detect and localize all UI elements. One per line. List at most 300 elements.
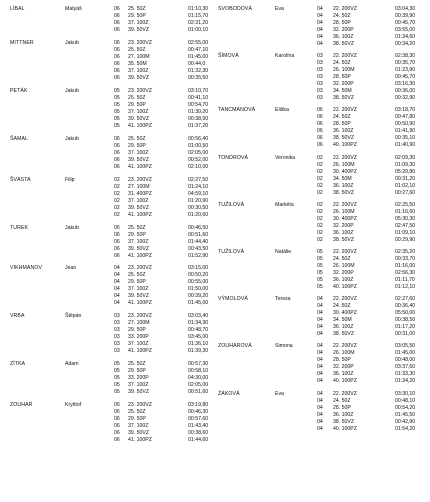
swimmer-surname: ŠVÁSTA bbox=[10, 176, 31, 183]
age-category: 06 bbox=[114, 409, 120, 416]
age-category: 02 bbox=[317, 154, 323, 161]
event-name: 39. 50VZ bbox=[128, 389, 150, 396]
age-category: 05 bbox=[317, 270, 323, 276]
event-name: 40. 100PZ bbox=[333, 284, 357, 290]
age-category: 03 bbox=[114, 334, 120, 341]
age-category: 03 bbox=[114, 327, 120, 334]
age-category: 05 bbox=[114, 361, 120, 368]
swimmer-first-name: Eliška bbox=[275, 107, 289, 114]
event-name: 37. 100Z bbox=[128, 238, 149, 245]
age-category: 05 bbox=[317, 263, 323, 269]
entry-time: 00:58,10 bbox=[188, 368, 209, 375]
entry-time: 01:10,30 bbox=[188, 6, 209, 12]
entry-time: 03:19,80 bbox=[188, 402, 209, 409]
event-name: 29. 50P bbox=[128, 101, 146, 108]
entry-time: 00:35,10 bbox=[395, 135, 416, 142]
age-category: 05 bbox=[114, 389, 120, 396]
age-category: 03 bbox=[317, 67, 323, 74]
entry-time: 01:15,70 bbox=[188, 13, 209, 19]
entry-time: 00:50,20 bbox=[188, 272, 209, 279]
event-name: 41. 100PZ bbox=[128, 122, 152, 129]
entry-time: 00:33,70 bbox=[395, 256, 416, 262]
swimmer-first-name: Eva bbox=[275, 390, 284, 397]
swimmer-first-name: Eva bbox=[275, 6, 284, 12]
age-category: 03 bbox=[317, 60, 323, 67]
swimmer-surname: ŠÍMOVÁ bbox=[218, 53, 239, 60]
entry-time: 03:05,50 bbox=[395, 343, 416, 350]
event-name: 25. 50Z bbox=[128, 46, 146, 53]
event-name: 36. 100Z bbox=[333, 324, 354, 331]
event-name: 35. 50M bbox=[128, 60, 147, 67]
age-category: 06 bbox=[114, 39, 120, 46]
entry-time: 02:35,20 bbox=[395, 249, 416, 255]
age-category: 04 bbox=[317, 350, 323, 357]
age-category: 02 bbox=[114, 190, 120, 197]
event-name: 41. 100PZ bbox=[128, 252, 152, 259]
age-category: 04 bbox=[114, 286, 120, 293]
age-category: 02 bbox=[114, 197, 120, 204]
swimmer-surname: ZOUHAR bbox=[10, 402, 33, 409]
age-category: 02 bbox=[317, 182, 323, 189]
event-name: 28. 50P bbox=[333, 20, 351, 26]
entry-time: 01:32,30 bbox=[188, 67, 209, 74]
entry-time: 01:44,40 bbox=[188, 238, 209, 245]
swimmer-first-name: Veronika bbox=[275, 154, 296, 161]
entry-time: 01:45,00 bbox=[188, 53, 209, 60]
swimmer-first-name: Natálie bbox=[275, 249, 292, 255]
event-name: 39. 50VZ bbox=[128, 204, 150, 211]
swimmer-first-name: Simona bbox=[275, 343, 293, 350]
age-category: 06 bbox=[114, 430, 120, 437]
event-name: 37. 100Z bbox=[128, 197, 149, 204]
event-name: 24. 50Z bbox=[333, 60, 351, 67]
swimmer-first-name: Štěpán bbox=[65, 313, 82, 320]
entry-time: 01:20,90 bbox=[188, 197, 209, 204]
entry-time: 01:33,30 bbox=[395, 371, 416, 378]
entry-time: 00:42,90 bbox=[395, 418, 416, 425]
event-name: 29. 50P bbox=[128, 231, 146, 238]
swimmer-surname: VÝMOLOVÁ bbox=[218, 296, 248, 303]
age-category: 06 bbox=[114, 224, 120, 231]
entry-time: 05:30,30 bbox=[395, 215, 416, 222]
event-name: 30. 400PZ bbox=[333, 215, 357, 222]
event-name: 38. 50VZ bbox=[333, 236, 355, 243]
event-name: 22. 200VZ bbox=[333, 296, 357, 303]
entry-time: 04:30,00 bbox=[188, 375, 209, 382]
age-category: 05 bbox=[114, 101, 120, 108]
entry-time: 00:51,60 bbox=[188, 389, 209, 396]
age-category: 03 bbox=[317, 74, 323, 81]
event-name: 37. 100Z bbox=[128, 149, 149, 156]
age-category: 06 bbox=[114, 20, 120, 26]
age-category: 02 bbox=[317, 222, 323, 229]
entry-time: 00:48,00 bbox=[395, 357, 416, 364]
age-category: 04 bbox=[114, 272, 120, 279]
event-name: 22. 200VZ bbox=[333, 6, 357, 12]
event-name: 38. 50VZ bbox=[333, 41, 355, 47]
entry-time: 01:36,10 bbox=[188, 341, 209, 348]
age-category: 04 bbox=[317, 13, 323, 19]
event-name: 36. 100Z bbox=[333, 229, 354, 236]
age-category: 05 bbox=[317, 249, 323, 255]
entry-time: 00:47,10 bbox=[188, 46, 209, 53]
event-name: 23. 200VZ bbox=[128, 402, 152, 409]
age-category: 02 bbox=[317, 189, 323, 196]
event-name: 28. 50P bbox=[333, 404, 351, 411]
entry-time: 00:52,00 bbox=[188, 156, 209, 163]
event-name: 36. 100Z bbox=[333, 411, 354, 418]
event-name: 37. 100Z bbox=[128, 382, 149, 389]
age-category: 06 bbox=[114, 156, 120, 163]
event-name: 40. 100PZ bbox=[333, 425, 357, 432]
entry-time: 00:32,90 bbox=[395, 95, 416, 102]
swimmer-surname: PETÁK bbox=[10, 87, 28, 94]
event-name: 22. 200VZ bbox=[333, 53, 357, 60]
age-category: 03 bbox=[114, 348, 120, 355]
entry-time: 00:36,00 bbox=[395, 88, 416, 95]
age-category: 06 bbox=[114, 437, 120, 444]
event-name: 27. 100M bbox=[128, 53, 150, 60]
swimmer-surname: ŽÁKOVÁ bbox=[218, 390, 240, 397]
age-category: 04 bbox=[114, 279, 120, 286]
entry-time: 03:18,70 bbox=[395, 107, 416, 114]
entry-time: 00:30,50 bbox=[188, 204, 209, 211]
age-category: 02 bbox=[114, 183, 120, 190]
age-category: 05 bbox=[114, 94, 120, 101]
event-name: 22. 200VZ bbox=[333, 107, 357, 114]
age-category: 05 bbox=[317, 256, 323, 262]
age-category: 05 bbox=[114, 108, 120, 115]
swimmer-surname: TUŽILOVÁ bbox=[218, 201, 245, 208]
event-name: 26. 100M bbox=[333, 67, 355, 74]
event-name: 36. 100Z bbox=[333, 34, 354, 40]
event-name: 23. 200VZ bbox=[128, 265, 152, 272]
event-name: 41. 100PZ bbox=[128, 348, 152, 355]
age-category: 05 bbox=[114, 375, 120, 382]
age-category: 06 bbox=[114, 163, 120, 170]
entry-time: 01:34,30 bbox=[188, 320, 209, 327]
age-category: 06 bbox=[114, 67, 120, 74]
age-category: 06 bbox=[317, 135, 323, 142]
age-category: 06 bbox=[317, 114, 323, 121]
event-name: 22. 200VZ bbox=[333, 249, 357, 255]
age-category: 03 bbox=[317, 81, 323, 88]
entry-time: 01:41,90 bbox=[395, 128, 416, 135]
age-category: 04 bbox=[317, 41, 323, 47]
swimmer-surname: ŠAMAL bbox=[10, 135, 29, 142]
entry-time: 01:43,40 bbox=[188, 423, 209, 430]
age-category: 04 bbox=[317, 317, 323, 324]
entry-time: 01:17,20 bbox=[395, 324, 416, 331]
swimmer-surname: LÍBAL bbox=[10, 6, 25, 12]
swimmer-first-name: Kryštof bbox=[65, 402, 82, 409]
event-name: 24. 50Z bbox=[333, 114, 351, 121]
entry-time: 02:56,30 bbox=[395, 270, 416, 276]
event-name: 34. 50M bbox=[333, 88, 352, 95]
entry-time: 00:31,20 bbox=[395, 175, 416, 182]
entry-time: 03:37,60 bbox=[395, 364, 416, 371]
age-category: 06 bbox=[114, 74, 120, 81]
entry-time: 02:27,50 bbox=[188, 176, 209, 183]
age-category: 02 bbox=[317, 229, 323, 236]
event-name: 37. 100Z bbox=[128, 67, 149, 74]
event-name: 23. 200VZ bbox=[128, 39, 152, 46]
event-name: 23. 200VZ bbox=[128, 176, 152, 183]
age-category: 05 bbox=[114, 382, 120, 389]
age-category: 04 bbox=[317, 418, 323, 425]
age-category: 06 bbox=[114, 135, 120, 142]
age-category: 04 bbox=[317, 378, 323, 385]
entry-time: 01:00,50 bbox=[188, 142, 209, 149]
entry-time: 00:48,10 bbox=[395, 397, 416, 404]
entry-time: 02:55,00 bbox=[188, 39, 209, 46]
age-category: 06 bbox=[114, 13, 120, 19]
age-category: 02 bbox=[114, 176, 120, 183]
entry-time: 00:34,20 bbox=[395, 41, 416, 47]
age-category: 05 bbox=[317, 277, 323, 283]
age-category: 06 bbox=[114, 416, 120, 423]
age-category: 02 bbox=[317, 208, 323, 215]
swimmer-first-name: Jakub bbox=[65, 39, 79, 46]
event-name: 22. 200VZ bbox=[333, 154, 357, 161]
event-name: 27. 100M bbox=[128, 183, 150, 190]
event-name: 25. 50Z bbox=[128, 409, 146, 416]
age-category: 06 bbox=[114, 60, 120, 67]
entry-time: 00:35,50 bbox=[188, 74, 209, 81]
entry-time: 00:39,90 bbox=[395, 13, 416, 19]
event-name: 39. 50VZ bbox=[128, 430, 150, 437]
entry-time: 00:56,40 bbox=[188, 135, 209, 142]
entry-time: 01:34,60 bbox=[395, 34, 416, 40]
event-name: 26. 100M bbox=[333, 263, 355, 269]
swimmer-surname: TUŽILOVÁ bbox=[218, 249, 245, 255]
entry-time: 04:59,10 bbox=[188, 190, 209, 197]
entry-time: 00:55,00 bbox=[188, 279, 209, 286]
age-category: 06 bbox=[114, 252, 120, 259]
event-name: 39. 50VZ bbox=[128, 27, 150, 33]
entry-time: 03:15,00 bbox=[188, 265, 209, 272]
age-category: 05 bbox=[114, 115, 120, 122]
entry-time: 02:27,60 bbox=[395, 296, 416, 303]
entry-time: 00:38,50 bbox=[188, 115, 209, 122]
age-category: 05 bbox=[317, 284, 323, 290]
event-name: 33. 200P bbox=[128, 375, 149, 382]
event-name: 29. 50P bbox=[128, 13, 146, 19]
event-name: 23. 200VZ bbox=[128, 313, 152, 320]
age-category: 03 bbox=[317, 53, 323, 60]
age-category: 04 bbox=[317, 425, 323, 432]
age-category: 06 bbox=[114, 142, 120, 149]
entry-time: 00:45,70 bbox=[395, 74, 416, 81]
age-category: 04 bbox=[317, 364, 323, 371]
swimmer-surname: TUREK bbox=[10, 224, 29, 231]
entry-time: 00:51,60 bbox=[188, 231, 209, 238]
swimmer-surname: TANCMANOVÁ bbox=[218, 107, 256, 114]
event-name: 38. 50VZ bbox=[333, 331, 355, 338]
age-category: 04 bbox=[317, 20, 323, 26]
age-category: 04 bbox=[317, 343, 323, 350]
swimmer-surname: VRBA bbox=[10, 313, 25, 320]
event-name: 24. 50Z bbox=[333, 303, 351, 310]
age-category: 04 bbox=[114, 300, 120, 307]
swimmer-first-name: Tereza bbox=[275, 296, 291, 303]
age-category: 03 bbox=[317, 95, 323, 102]
age-category: 06 bbox=[114, 53, 120, 60]
entry-time: 00:46,30 bbox=[188, 409, 209, 416]
entry-time: 01:12,10 bbox=[395, 284, 416, 290]
event-name: 25. 50Z bbox=[128, 94, 146, 101]
entry-time: 00:38,50 bbox=[395, 317, 416, 324]
entry-time: 01:24,10 bbox=[188, 183, 209, 190]
entry-time: 01:44,60 bbox=[188, 437, 209, 444]
entry-time: 01:45,00 bbox=[395, 350, 416, 357]
age-category: 06 bbox=[317, 142, 323, 149]
age-category: 05 bbox=[114, 87, 120, 94]
age-category: 02 bbox=[317, 215, 323, 222]
entry-time: 02:09,30 bbox=[395, 154, 416, 161]
age-category: 02 bbox=[317, 161, 323, 168]
event-name: 22. 200VZ bbox=[333, 343, 357, 350]
event-name: 38. 50VZ bbox=[333, 95, 355, 102]
event-name: 22. 200VZ bbox=[333, 390, 357, 397]
entry-time: 02:47,50 bbox=[395, 222, 416, 229]
entry-time: 00:45,70 bbox=[395, 20, 416, 26]
event-name: 29. 50P bbox=[128, 142, 146, 149]
swimmer-first-name: Markéta bbox=[275, 201, 294, 208]
entry-time: 05:50,00 bbox=[395, 310, 416, 317]
event-name: 37. 100Z bbox=[128, 286, 149, 293]
age-category: 03 bbox=[114, 341, 120, 348]
event-name: 24. 50Z bbox=[333, 397, 351, 404]
entry-time: 03:10,70 bbox=[188, 87, 209, 94]
entry-time: 01:52,90 bbox=[188, 252, 209, 259]
entry-time: 00:54,70 bbox=[188, 101, 209, 108]
event-name: 28. 50P bbox=[333, 121, 351, 128]
age-category: 04 bbox=[317, 411, 323, 418]
entry-time: 01:39,30 bbox=[188, 348, 209, 355]
event-name: 38. 50VZ bbox=[333, 135, 355, 142]
age-category: 04 bbox=[317, 34, 323, 40]
event-name: 29. 50P bbox=[128, 416, 146, 423]
entry-time: 01:34,20 bbox=[395, 378, 416, 385]
entry-time: 02:05,00 bbox=[188, 149, 209, 156]
event-name: 26. 100M bbox=[333, 350, 355, 357]
entry-time: 01:20,60 bbox=[188, 211, 209, 218]
age-category: 06 bbox=[114, 231, 120, 238]
event-name: 34. 50M bbox=[333, 175, 352, 182]
event-name: 29. 50P bbox=[128, 327, 146, 334]
swimmer-first-name: Jean bbox=[65, 265, 77, 272]
age-category: 06 bbox=[317, 107, 323, 114]
age-category: 03 bbox=[317, 88, 323, 95]
event-name: 37. 100Z bbox=[128, 423, 149, 430]
age-category: 06 bbox=[317, 121, 323, 128]
age-category: 06 bbox=[114, 6, 120, 12]
entry-time: 01:16,00 bbox=[395, 263, 416, 269]
entry-time: 03:16,30 bbox=[395, 81, 416, 88]
event-name: 27. 100M bbox=[128, 320, 150, 327]
entry-time: 00:46,50 bbox=[188, 224, 209, 231]
age-category: 04 bbox=[317, 357, 323, 364]
entry-time: 00:29,90 bbox=[395, 236, 416, 243]
event-name: 39. 50VZ bbox=[128, 245, 150, 252]
entry-time: 00:27,60 bbox=[395, 189, 416, 196]
entry-time: 01:50,00 bbox=[188, 286, 209, 293]
event-name: 31. 400PZ bbox=[128, 190, 152, 197]
event-name: 22. 200VZ bbox=[333, 201, 357, 208]
entry-time: 03:55,00 bbox=[395, 27, 416, 33]
age-category: 06 bbox=[114, 238, 120, 245]
entry-time: 00:44,0 bbox=[188, 60, 206, 67]
event-name: 24. 50Z bbox=[333, 13, 351, 19]
entry-time: 01:40,90 bbox=[395, 142, 416, 149]
entry-time: 01:45,50 bbox=[395, 411, 416, 418]
event-name: 39. 50VZ bbox=[128, 74, 150, 81]
event-name: 25. 50Z bbox=[128, 224, 146, 231]
event-name: 32. 200P bbox=[333, 81, 354, 88]
swimmer-surname: MITTNER bbox=[10, 39, 34, 46]
swimmer-first-name: Jakub bbox=[65, 224, 79, 231]
event-name: 36. 100Z bbox=[333, 182, 354, 189]
entry-time: 01:02,10 bbox=[395, 182, 416, 189]
age-category: 04 bbox=[317, 6, 323, 12]
event-name: 26. 100M bbox=[333, 161, 355, 168]
age-category: 06 bbox=[114, 245, 120, 252]
entry-time: 00:48,70 bbox=[188, 327, 209, 334]
age-category: 06 bbox=[114, 27, 120, 33]
age-category: 04 bbox=[317, 303, 323, 310]
age-category: 02 bbox=[114, 211, 120, 218]
entry-time: 00:38,60 bbox=[188, 430, 209, 437]
entry-time: 01:45,00 bbox=[188, 300, 209, 307]
age-category: 04 bbox=[317, 324, 323, 331]
event-name: 41. 100PZ bbox=[128, 300, 152, 307]
age-category: 04 bbox=[317, 390, 323, 397]
event-name: 41. 100PZ bbox=[128, 211, 152, 218]
age-category: 06 bbox=[114, 423, 120, 430]
age-category: 05 bbox=[114, 368, 120, 375]
entry-time: 00:39,20 bbox=[188, 293, 209, 300]
entry-time: 00:50,90 bbox=[395, 121, 416, 128]
event-name: 25. 50Z bbox=[128, 272, 146, 279]
age-category: 04 bbox=[317, 296, 323, 303]
event-name: 25. 50Z bbox=[128, 6, 146, 12]
swimmer-first-name: Karolína bbox=[275, 53, 295, 60]
entry-time: 02:38,30 bbox=[395, 53, 416, 60]
entry-time: 00:36,40 bbox=[395, 303, 416, 310]
event-name: 25. 50Z bbox=[128, 135, 146, 142]
event-name: 36. 100Z bbox=[333, 371, 354, 378]
age-category: 04 bbox=[317, 397, 323, 404]
entry-time: 02:05,00 bbox=[188, 382, 209, 389]
age-category: 02 bbox=[317, 175, 323, 182]
event-name: 32. 200P bbox=[333, 27, 354, 33]
entry-time: 00:43,50 bbox=[188, 245, 209, 252]
age-category: 04 bbox=[317, 310, 323, 317]
entry-time: 00:31,00 bbox=[395, 331, 416, 338]
event-name: 32. 200P bbox=[333, 222, 354, 229]
age-category: 05 bbox=[114, 122, 120, 129]
age-category: 03 bbox=[114, 313, 120, 320]
age-category: 06 bbox=[114, 402, 120, 409]
event-name: 41. 100PZ bbox=[128, 437, 152, 444]
event-name: 37. 100Z bbox=[128, 341, 149, 348]
event-name: 25. 50Z bbox=[128, 361, 146, 368]
entry-time: 03:04,30 bbox=[395, 6, 416, 12]
entry-time: 00:47,80 bbox=[395, 114, 416, 121]
event-name: 23. 200VZ bbox=[128, 87, 152, 94]
event-name: 38. 50VZ bbox=[333, 189, 355, 196]
